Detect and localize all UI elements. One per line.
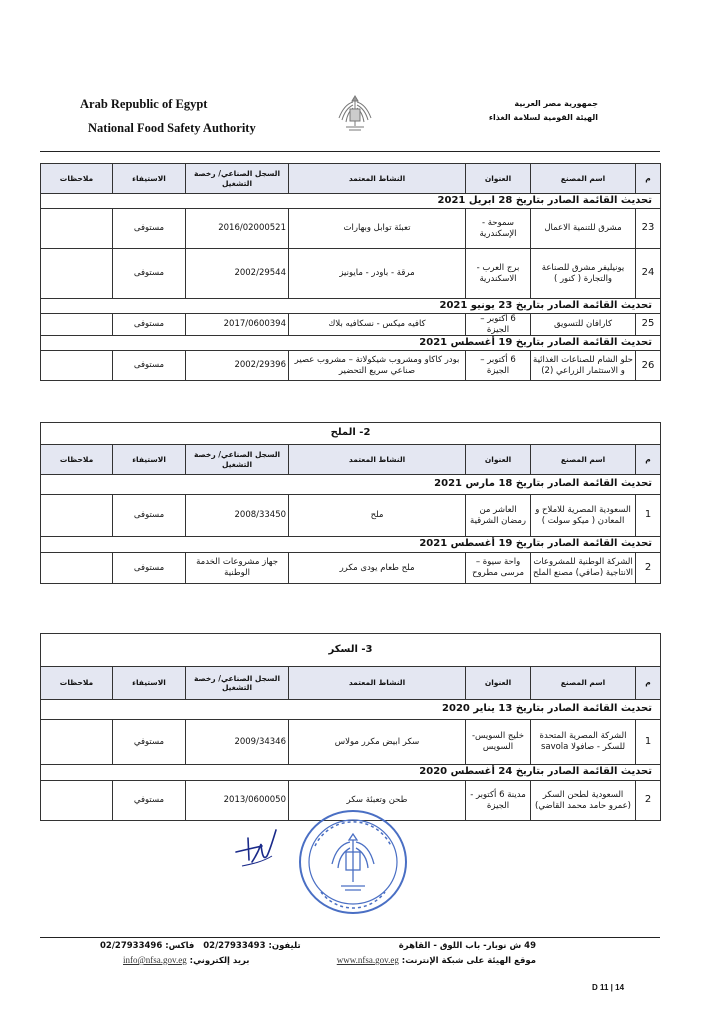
cell-registry: 2002/29544 bbox=[186, 249, 289, 299]
update-title: تحديث القائمة الصادر بتاريخ 19 أغسطس 2021 bbox=[41, 537, 661, 553]
update-row bbox=[41, 537, 661, 553]
cell-activity: بودر كاكاو ومشروب شيكولاتة – مشروب عصير صناعي سريع التحضير bbox=[289, 351, 466, 381]
header-country-ar: جمهورية مصر العربية bbox=[514, 99, 598, 108]
header-authority-ar: الهيئة القومية لسلامة الغذاء bbox=[488, 113, 598, 122]
footer-phone-label: تليفون: bbox=[268, 941, 301, 951]
col-address: العنوان bbox=[466, 164, 531, 194]
table-row bbox=[41, 495, 661, 537]
cell-address: 6 أكتوبر – الجيزة bbox=[466, 351, 531, 381]
update-title: تحديث القائمة الصادر بتاريخ 28 ابريل 2021 bbox=[41, 194, 661, 209]
update-title: تحديث القائمة الصادر بتاريخ 18 مارس 2021 bbox=[41, 475, 661, 495]
cell-address: العاشر من رمضان الشرقية bbox=[466, 495, 531, 537]
page-number: D 11 | 14 bbox=[592, 983, 625, 992]
cell-activity: سكر ابيض مكرر مولاس bbox=[289, 720, 466, 765]
cell-num: 1 bbox=[636, 720, 661, 765]
cell-notes bbox=[41, 553, 113, 584]
footer-phone: 02/27933493 bbox=[203, 941, 266, 951]
cell-address: خليج السويس- السويس bbox=[466, 720, 531, 765]
table-spices bbox=[40, 163, 661, 381]
cell-factory: كارافان للتسويق bbox=[531, 314, 636, 336]
table-row bbox=[41, 720, 661, 765]
section-title-row bbox=[41, 423, 661, 445]
cell-status: مستوفي bbox=[113, 720, 186, 765]
cell-factory: حلو الشام للصناعات الغذائية و الاستثمار الزراعي (2) bbox=[531, 351, 636, 381]
cell-factory: الشركة الوطنية للمشروعات الانتاجية (صافي) مصنع الملح bbox=[531, 553, 636, 584]
col-activity: النشاط المعتمد bbox=[289, 667, 466, 700]
update-row bbox=[41, 475, 661, 495]
cell-registry: 2009/34346 bbox=[186, 720, 289, 765]
update-row bbox=[41, 700, 661, 720]
handwritten-signature bbox=[232, 826, 284, 874]
table-row bbox=[41, 209, 661, 249]
col-status: الاستيفاء bbox=[113, 667, 186, 700]
col-address: العنوان bbox=[466, 667, 531, 700]
cell-status: مستوفى bbox=[113, 495, 186, 537]
table-row bbox=[41, 351, 661, 381]
col-registry: السجل الصناعي/ رخصة التشغيل bbox=[186, 667, 289, 700]
footer-fax-label: فاكس: bbox=[165, 941, 195, 951]
cell-activity: تعبئة توابل وبهارات bbox=[289, 209, 466, 249]
cell-status: مستوفى bbox=[113, 209, 186, 249]
cell-activity: مرقة - باودر - مايونيز bbox=[289, 249, 466, 299]
header-divider bbox=[40, 151, 660, 152]
cell-activity: ملح طعام يودى مكرر bbox=[289, 553, 466, 584]
table-header-row bbox=[41, 445, 661, 475]
section-title-salt: 2- الملح bbox=[41, 423, 661, 445]
update-row bbox=[41, 336, 661, 351]
col-factory: اسم المصنع bbox=[531, 445, 636, 475]
footer-contact-row bbox=[100, 941, 301, 951]
table-row bbox=[41, 553, 661, 584]
cell-status: مستوفى bbox=[113, 553, 186, 584]
table-salt bbox=[40, 422, 661, 584]
cell-notes bbox=[41, 314, 113, 336]
col-status: الاستيفاء bbox=[113, 445, 186, 475]
cell-notes bbox=[41, 495, 113, 537]
section-title-sugar: 3- السكر bbox=[41, 634, 661, 667]
footer-website-link[interactable]: www.nfsa.gov.eg bbox=[336, 955, 399, 965]
cell-status: مستوفى bbox=[113, 314, 186, 336]
update-row bbox=[41, 299, 661, 314]
cell-activity: ملح bbox=[289, 495, 466, 537]
col-num: م bbox=[636, 445, 661, 475]
section-title-row bbox=[41, 634, 661, 667]
footer-address: 49 ش نوبار- باب اللوق - القاهرة bbox=[398, 941, 536, 951]
cell-status: مستوفى bbox=[113, 351, 186, 381]
col-notes: ملاحظات bbox=[41, 164, 113, 194]
table-header-row bbox=[41, 164, 661, 194]
table-header-row bbox=[41, 667, 661, 700]
table-row bbox=[41, 249, 661, 299]
cell-factory: السعودية المصرية للاملاح و المعادن ( ميكو سولت ) bbox=[531, 495, 636, 537]
update-title: تحديث القائمة الصادر بتاريخ 19 أغسطس 2021 bbox=[41, 336, 661, 351]
col-notes: ملاحظات bbox=[41, 667, 113, 700]
update-row bbox=[41, 765, 661, 781]
cell-notes bbox=[41, 249, 113, 299]
table-sugar bbox=[40, 633, 661, 821]
cell-activity: كافيه ميكس - نسكافيه بلاك bbox=[289, 314, 466, 336]
cell-factory: السعودية لطحن السكر (عمرو حامد محمد القاضي) bbox=[531, 781, 636, 821]
cell-num: 1 bbox=[636, 495, 661, 537]
update-title: تحديث القائمة الصادر بتاريخ 13 يناير 2020 bbox=[41, 700, 661, 720]
header-country-en: Arab Republic of Egypt bbox=[80, 97, 208, 111]
eagle-emblem-icon bbox=[336, 92, 374, 132]
cell-registry: جهاز مشروعات الخدمة الوطنية bbox=[186, 553, 289, 584]
cell-factory: الشركة المصرية المتحدة للسكر - صافولا savola bbox=[531, 720, 636, 765]
footer-email-row bbox=[123, 955, 250, 966]
col-num: م bbox=[636, 667, 661, 700]
cell-num: 2 bbox=[636, 553, 661, 584]
col-num: م bbox=[636, 164, 661, 194]
col-factory: اسم المصنع bbox=[531, 164, 636, 194]
col-address: العنوان bbox=[466, 445, 531, 475]
footer-website-label: موقع الهيئة على شبكة الإنترنت: bbox=[401, 956, 536, 966]
cell-registry: 2002/29396 bbox=[186, 351, 289, 381]
cell-address: واحة سيوة – مرسى مطروح bbox=[466, 553, 531, 584]
cell-num: 24 bbox=[636, 249, 661, 299]
cell-factory: يونيليفر مشرق للصناعة والتجارة ( كنور ) bbox=[531, 249, 636, 299]
update-title: تحديث القائمة الصادر بتاريخ 24 أغسطس 2020 bbox=[41, 765, 661, 781]
cell-notes bbox=[41, 781, 113, 821]
cell-num: 25 bbox=[636, 314, 661, 336]
cell-status: مستوفي bbox=[113, 781, 186, 821]
col-notes: ملاحظات bbox=[41, 445, 113, 475]
footer-website-row bbox=[337, 955, 536, 966]
col-activity: النشاط المعتمد bbox=[289, 164, 466, 194]
cell-activity: طحن وتعبئة سكر bbox=[289, 781, 466, 821]
cell-address: مدينة 6 أكتوبر - الجيزة bbox=[466, 781, 531, 821]
update-row bbox=[41, 194, 661, 209]
cell-registry: 2016/02000521 bbox=[186, 209, 289, 249]
cell-address: 6 أكتوبر – الجيزة bbox=[466, 314, 531, 336]
cell-registry: 2008/33450 bbox=[186, 495, 289, 537]
cell-registry: 2013/0600050 bbox=[186, 781, 289, 821]
cell-registry: 2017/0600394 bbox=[186, 314, 289, 336]
footer-divider bbox=[40, 937, 660, 938]
col-activity: النشاط المعتمد bbox=[289, 445, 466, 475]
cell-num: 2 bbox=[636, 781, 661, 821]
footer-email-label: بريد إلكتروني: bbox=[189, 956, 250, 966]
col-status: الاستيفاء bbox=[113, 164, 186, 194]
cell-num: 23 bbox=[636, 209, 661, 249]
cell-notes bbox=[41, 720, 113, 765]
footer-email-link[interactable]: info@nfsa.gov.eg bbox=[123, 955, 187, 965]
cell-num: 26 bbox=[636, 351, 661, 381]
header-authority-en: National Food Safety Authority bbox=[88, 121, 256, 135]
cell-address: سموحة - الإسكندرية bbox=[466, 209, 531, 249]
cell-notes bbox=[41, 351, 113, 381]
update-title: تحديث القائمة الصادر بتاريخ 23 يونيو 2021 bbox=[41, 299, 661, 314]
col-registry: السجل الصناعي/ رخصة التشغيل bbox=[186, 445, 289, 475]
col-factory: اسم المصنع bbox=[531, 667, 636, 700]
table-row bbox=[41, 314, 661, 336]
col-registry: السجل الصناعي/ رخصة التشغيل bbox=[186, 164, 289, 194]
cell-notes bbox=[41, 209, 113, 249]
cell-address: برج العرب - الاسكندرية bbox=[466, 249, 531, 299]
official-stamp bbox=[297, 806, 409, 918]
cell-status: مستوفى bbox=[113, 249, 186, 299]
footer-fax: 02/27933496 bbox=[100, 941, 163, 951]
cell-factory: مشرق للتنمية الاعمال bbox=[531, 209, 636, 249]
